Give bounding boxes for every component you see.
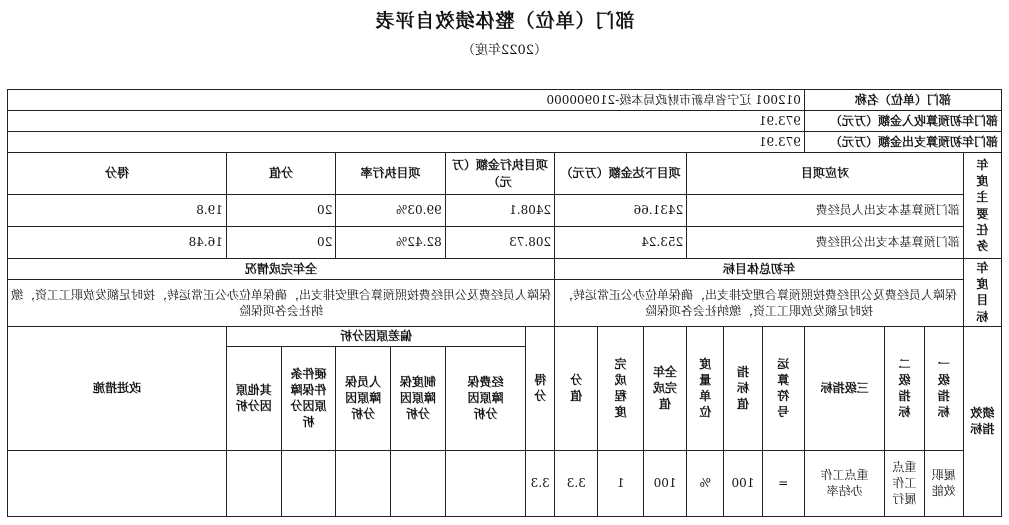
ind-level3: 重点工作办结率 bbox=[804, 450, 885, 516]
ind-operator: = bbox=[762, 450, 804, 516]
ind-header-completion: 完成程度 bbox=[598, 326, 643, 450]
task-row bbox=[8, 227, 1002, 259]
indicators-header-row bbox=[8, 326, 1002, 346]
ind-actual: 100 bbox=[643, 450, 686, 516]
budget-income-row bbox=[8, 111, 1002, 132]
tasks-header-row bbox=[8, 153, 1002, 195]
budget-expense-label: 部门年初预算支出金额（万元） bbox=[804, 132, 1001, 153]
ind-header-level1: 一级指标 bbox=[924, 326, 963, 450]
goals-header-row bbox=[8, 259, 1002, 280]
dept-name-label: 部门（单位）名称 bbox=[804, 90, 1001, 111]
tasks-section-label: 年度主要任务 bbox=[963, 153, 1001, 259]
tasks-header-project: 对应项目 bbox=[687, 153, 964, 195]
goals-initial-header: 年初总体目标 bbox=[555, 259, 964, 280]
ind-improve-cell bbox=[8, 450, 227, 516]
task-score: 19.8 bbox=[8, 195, 227, 227]
ind-header-dev-system: 制度保障原因分析 bbox=[391, 346, 446, 450]
page-title: 部门（单位）整体绩效自评表 bbox=[374, 10, 635, 32]
task-budget: 2431.66 bbox=[555, 195, 687, 227]
ind-level2: 重点工作履行 bbox=[885, 450, 924, 516]
task-weight: 20 bbox=[226, 227, 335, 259]
budget-income-value: 973.91 bbox=[8, 111, 805, 132]
ind-dev-other-cell bbox=[226, 450, 281, 516]
indicator-row bbox=[8, 450, 1002, 516]
task-exec-rate: 99.03% bbox=[336, 195, 445, 227]
ind-header-operator: 运算符号 bbox=[762, 326, 804, 450]
ind-header-unit: 度量单位 bbox=[687, 326, 724, 450]
task-exec-rate: 82.42% bbox=[336, 227, 445, 259]
evaluation-table bbox=[7, 89, 1002, 517]
task-exec-amount: 2408.1 bbox=[445, 195, 554, 227]
ind-header-deviation: 偏差原因分析 bbox=[226, 326, 525, 346]
task-project: 部门预算基本支出公用经费 bbox=[687, 227, 964, 259]
ind-header-actual: 全年完成值 bbox=[643, 326, 686, 450]
ind-target: 100 bbox=[724, 450, 762, 516]
task-weight: 20 bbox=[226, 195, 335, 227]
task-exec-amount: 208.73 bbox=[445, 227, 554, 259]
ind-completion: 1 bbox=[598, 450, 643, 516]
budget-expense-value: 973.91 bbox=[8, 132, 805, 153]
ind-header-score: 得分 bbox=[526, 326, 555, 450]
ind-header-dev-funding: 经费保障原因分析 bbox=[445, 346, 526, 450]
tasks-header-weight: 分值 bbox=[226, 153, 335, 195]
budget-income-label: 部门年初预算收入金额（万元） bbox=[804, 111, 1001, 132]
goals-actual-text: 保障人员经费及公用经费按照预算合理安排支出，确保单位办公正常运转，按时足额发放职工工资，缴纳社会各项保险 bbox=[8, 280, 555, 327]
ind-dev-staff-cell bbox=[336, 450, 391, 516]
ind-score: 3.3 bbox=[526, 450, 555, 516]
ind-unit: % bbox=[687, 450, 724, 516]
task-row bbox=[8, 195, 1002, 227]
goals-section-label: 年度目标 bbox=[963, 259, 1001, 327]
task-budget: 253.24 bbox=[555, 227, 687, 259]
ind-dev-hardware-cell bbox=[281, 450, 336, 516]
ind-header-target: 指标值 bbox=[724, 326, 762, 450]
tasks-header-budget: 项目下达金额（万元） bbox=[555, 153, 687, 195]
dept-name-row bbox=[8, 90, 1002, 111]
tasks-header-score: 得分 bbox=[8, 153, 227, 195]
goals-actual-header: 全年完成情况 bbox=[8, 259, 555, 280]
budget-expense-row bbox=[8, 132, 1002, 153]
ind-header-level2: 二级指标 bbox=[885, 326, 924, 450]
ind-header-dev-staff: 人员保障原因分析 bbox=[336, 346, 391, 450]
ind-weight: 3.3 bbox=[555, 450, 598, 516]
ind-dev-funding-cell bbox=[445, 450, 526, 516]
tasks-header-exec-amount: 项目执行金额（万元） bbox=[445, 153, 554, 195]
ind-header-dev-hardware: 硬件条件保障原因分析 bbox=[281, 346, 336, 450]
task-score: 16.48 bbox=[8, 227, 227, 259]
ind-level1: 履职效能 bbox=[924, 450, 963, 516]
ind-header-improve: 改进措施 bbox=[8, 326, 227, 450]
goals-text-row bbox=[8, 280, 1002, 327]
ind-header-weight: 分值 bbox=[555, 326, 598, 450]
goals-initial-text: 保障人员经费及公用经费按照预算合理安排支出，确保单位办公正常运转，按时足额发放职工工资，缴纳社会各项保险 bbox=[555, 280, 964, 327]
task-project: 部门预算基本支出人员经费 bbox=[687, 195, 964, 227]
tasks-header-exec-rate: 项目执行率 bbox=[336, 153, 445, 195]
indicators-section-label: 绩效指标 bbox=[963, 326, 1001, 516]
ind-header-dev-other: 其他原因分析 bbox=[226, 346, 281, 450]
dept-name-value: 012001 辽宁省阜新市财政局本级-210900000 bbox=[8, 90, 805, 111]
ind-header-level3: 三级指标 bbox=[804, 326, 885, 450]
ind-dev-system-cell bbox=[391, 450, 446, 516]
page-subtitle-year: （2022年度） bbox=[461, 43, 548, 58]
